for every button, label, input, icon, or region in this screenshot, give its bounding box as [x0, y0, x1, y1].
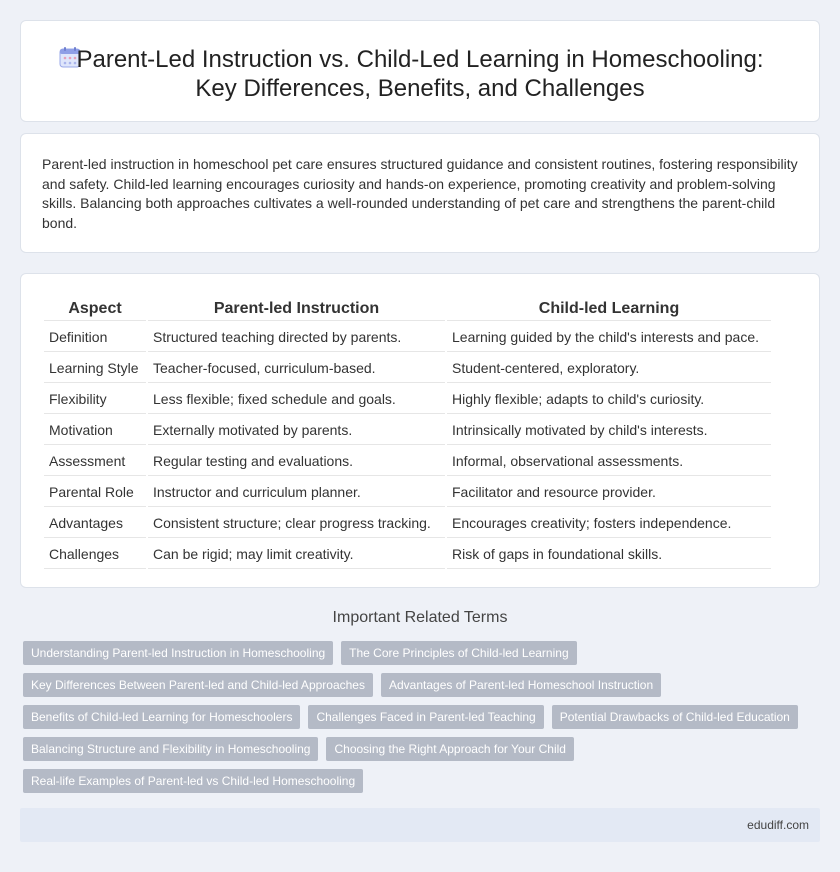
- cell-aspect: Definition: [44, 323, 146, 352]
- table-row: [44, 385, 771, 414]
- cell-parent-led: Structured teaching directed by parents.: [148, 323, 445, 352]
- page-title: Parent-Led Instruction vs. Child-Led Learning in Homeschooling: Key Differences, Benefits, and Challenges: [76, 46, 764, 102]
- cell-aspect: Motivation: [44, 416, 146, 445]
- table-row: [44, 416, 771, 445]
- header-child-led: Child-led Learning: [447, 298, 771, 321]
- cell-aspect: Assessment: [44, 447, 146, 476]
- related-terms-list: [23, 641, 823, 801]
- related-term-link[interactable]: Potential Drawbacks of Child-led Education: [552, 705, 798, 729]
- cell-aspect: Flexibility: [44, 385, 146, 414]
- table-row: [44, 509, 771, 538]
- table-row: [44, 323, 771, 352]
- footer-site-link[interactable]: edudiff.com: [747, 818, 809, 832]
- cell-aspect: Advantages: [44, 509, 146, 538]
- comparison-table-card: [20, 273, 820, 588]
- cell-parent-led: Less flexible; fixed schedule and goals.: [148, 385, 445, 414]
- related-term-link[interactable]: Real-life Examples of Parent-led vs Child-led Homeschooling: [23, 769, 363, 793]
- cell-parent-led: Can be rigid; may limit creativity.: [148, 540, 445, 569]
- header-aspect: Aspect: [44, 298, 146, 321]
- cell-child-led: Student-centered, exploratory.: [447, 354, 771, 383]
- related-term-link[interactable]: Advantages of Parent-led Homeschool Instruction: [381, 673, 661, 697]
- cell-parent-led: Instructor and curriculum planner.: [148, 478, 445, 507]
- cell-child-led: Informal, observational assessments.: [447, 447, 771, 476]
- cell-aspect: Learning Style: [44, 354, 146, 383]
- table-row: [44, 540, 771, 569]
- cell-child-led: Intrinsically motivated by child's interests.: [447, 416, 771, 445]
- comparison-table: [42, 296, 773, 571]
- related-term-link[interactable]: Key Differences Between Parent-led and Child-led Approaches: [23, 673, 373, 697]
- table-row: [44, 478, 771, 507]
- cell-parent-led: Regular testing and evaluations.: [148, 447, 445, 476]
- table-row: [44, 447, 771, 476]
- related-term-link[interactable]: Benefits of Child-led Learning for Homeschoolers: [23, 705, 300, 729]
- cell-child-led: Encourages creativity; fosters independence.: [447, 509, 771, 538]
- intro-card: [20, 133, 820, 253]
- related-term-link[interactable]: Balancing Structure and Flexibility in Homeschooling: [23, 737, 318, 761]
- intro-text: Parent-led instruction in homeschool pet care ensures structured guidance and consistent routines, fostering responsibility and safety. Child-led learning encourages curiosity and hands-on experience, promoting creativity and problem-solving skills. Balancing both approaches cultivates a well-rounded understanding of pet care and strengthens the parent-child bond.: [42, 156, 798, 231]
- cell-parent-led: Consistent structure; clear progress tracking.: [148, 509, 445, 538]
- footer: [20, 808, 820, 842]
- related-term-link[interactable]: The Core Principles of Child-led Learning: [341, 641, 576, 665]
- table-row: [44, 354, 771, 383]
- related-term-link[interactable]: Choosing the Right Approach for Your Child: [326, 737, 574, 761]
- cell-aspect: Parental Role: [44, 478, 146, 507]
- cell-parent-led: Teacher-focused, curriculum-based.: [148, 354, 445, 383]
- header-parent-led: Parent-led Instruction: [148, 298, 445, 321]
- cell-child-led: Highly flexible; adapts to child's curiosity.: [447, 385, 771, 414]
- related-term-link[interactable]: Challenges Faced in Parent-led Teaching: [308, 705, 543, 729]
- cell-child-led: Facilitator and resource provider.: [447, 478, 771, 507]
- cell-parent-led: Externally motivated by parents.: [148, 416, 445, 445]
- related-term-link[interactable]: Understanding Parent-led Instruction in Homeschooling: [23, 641, 333, 665]
- cell-aspect: Challenges: [44, 540, 146, 569]
- header-card: [20, 20, 820, 122]
- cell-child-led: Risk of gaps in foundational skills.: [447, 540, 771, 569]
- table-header-row: [44, 298, 771, 321]
- cell-child-led: Learning guided by the child's interests and pace.: [447, 323, 771, 352]
- related-terms-heading: Important Related Terms: [332, 609, 508, 626]
